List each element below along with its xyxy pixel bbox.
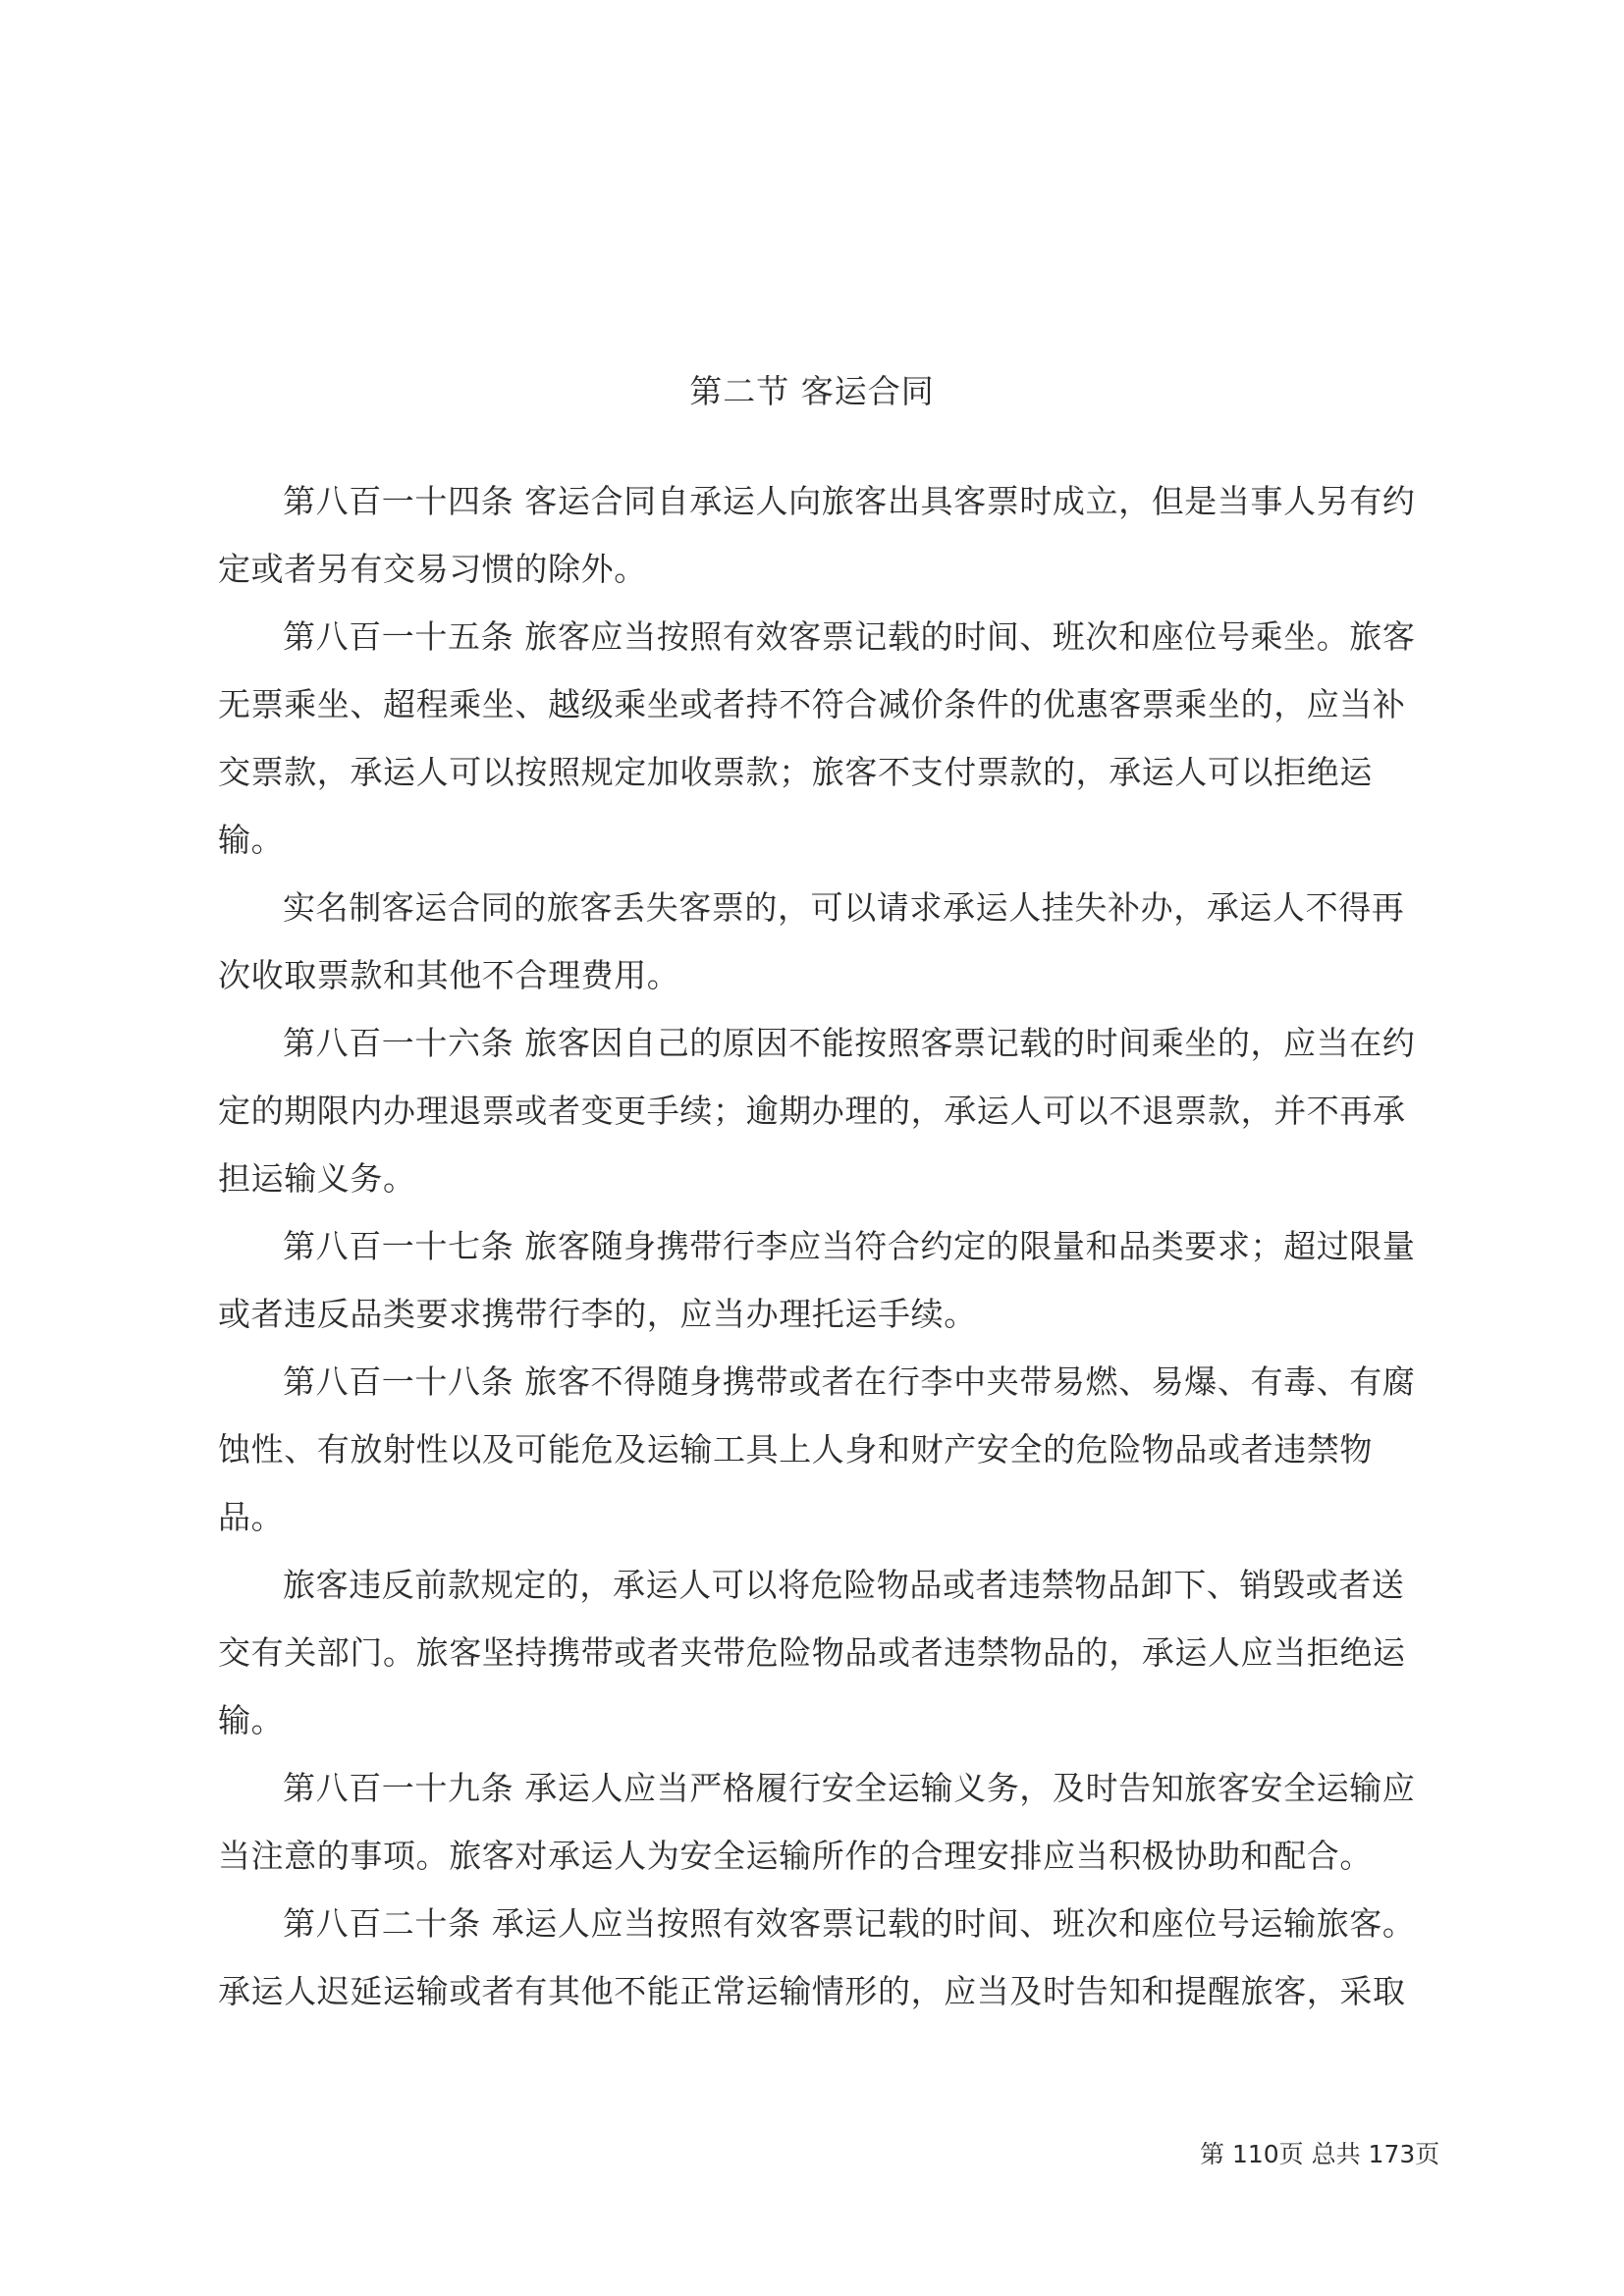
text-line: 承运人迟延运输或者有其他不能正常运输情形的，应当及时告知和提醒旅客，采取 bbox=[218, 1972, 1406, 2010]
text-line: 定的期限内办理退票或者变更手续；逾期办理的，承运人可以不退票款，并不再承 bbox=[218, 1092, 1406, 1130]
page-footer: 第 110页 总共 173页 bbox=[1200, 2140, 1440, 2168]
section-title: 第二节 客运合同 bbox=[689, 372, 935, 410]
text-line: 第八百一十五条 旅客应当按照有效客票记载的时间、班次和座位号乘坐。旅客 bbox=[283, 617, 1416, 656]
text-line: 担运输义务。 bbox=[218, 1159, 416, 1198]
text-line: 第八百一十九条 承运人应当严格履行安全运输义务，及时告知旅客安全运输应 bbox=[283, 1769, 1416, 1807]
text-line: 或者违反品类要求携带行李的，应当办理托运手续。 bbox=[218, 1295, 977, 1333]
text-line: 输。 bbox=[218, 821, 285, 859]
document-body bbox=[218, 467, 1426, 2025]
text-line: 第八百一十四条 客运合同自承运人向旅客出具客票时成立，但是当事人另有约 bbox=[283, 482, 1416, 520]
text-line: 第八百二十条 承运人应当按照有效客票记载的时间、班次和座位号运输旅客。 bbox=[283, 1904, 1416, 1943]
text-line: 第八百一十六条 旅客因自己的原因不能按照客票记载的时间乘坐的，应当在约 bbox=[283, 1024, 1416, 1062]
text-line: 品。 bbox=[218, 1498, 285, 1536]
text-line: 交有关部门。旅客坚持携带或者夹带危险物品或者违禁物品的，承运人应当拒绝运 bbox=[218, 1633, 1406, 1672]
text-line: 蚀性、有放射性以及可能危及运输工具上人身和财产安全的危险物品或者违禁物 bbox=[218, 1430, 1373, 1468]
text-line: 交票款，承运人可以按照规定加收票款；旅客不支付票款的，承运人可以拒绝运 bbox=[218, 753, 1373, 791]
text-line: 输。 bbox=[218, 1701, 285, 1739]
text-line: 次收取票款和其他不合理费用。 bbox=[218, 956, 680, 994]
text-line: 旅客违反前款规定的，承运人可以将危险物品或者违禁物品卸下、销毁或者送 bbox=[283, 1566, 1405, 1604]
text-line: 实名制客运合同的旅客丢失客票的，可以请求承运人挂失补办，承运人不得再 bbox=[283, 888, 1405, 927]
text-line: 无票乘坐、超程乘坐、越级乘坐或者持不符合减价条件的优惠客票乘坐的，应当补 bbox=[218, 685, 1406, 723]
text-line: 当注意的事项。旅客对承运人为安全运输所作的合理安排应当积极协助和配合。 bbox=[218, 1837, 1373, 1875]
text-line: 定或者另有交易习惯的除外。 bbox=[218, 550, 647, 588]
text-line: 第八百一十七条 旅客随身携带行李应当符合约定的限量和品类要求；超过限量 bbox=[283, 1227, 1416, 1265]
text-line: 第八百一十八条 旅客不得随身携带或者在行李中夹带易燃、易爆、有毒、有腐 bbox=[283, 1362, 1416, 1401]
